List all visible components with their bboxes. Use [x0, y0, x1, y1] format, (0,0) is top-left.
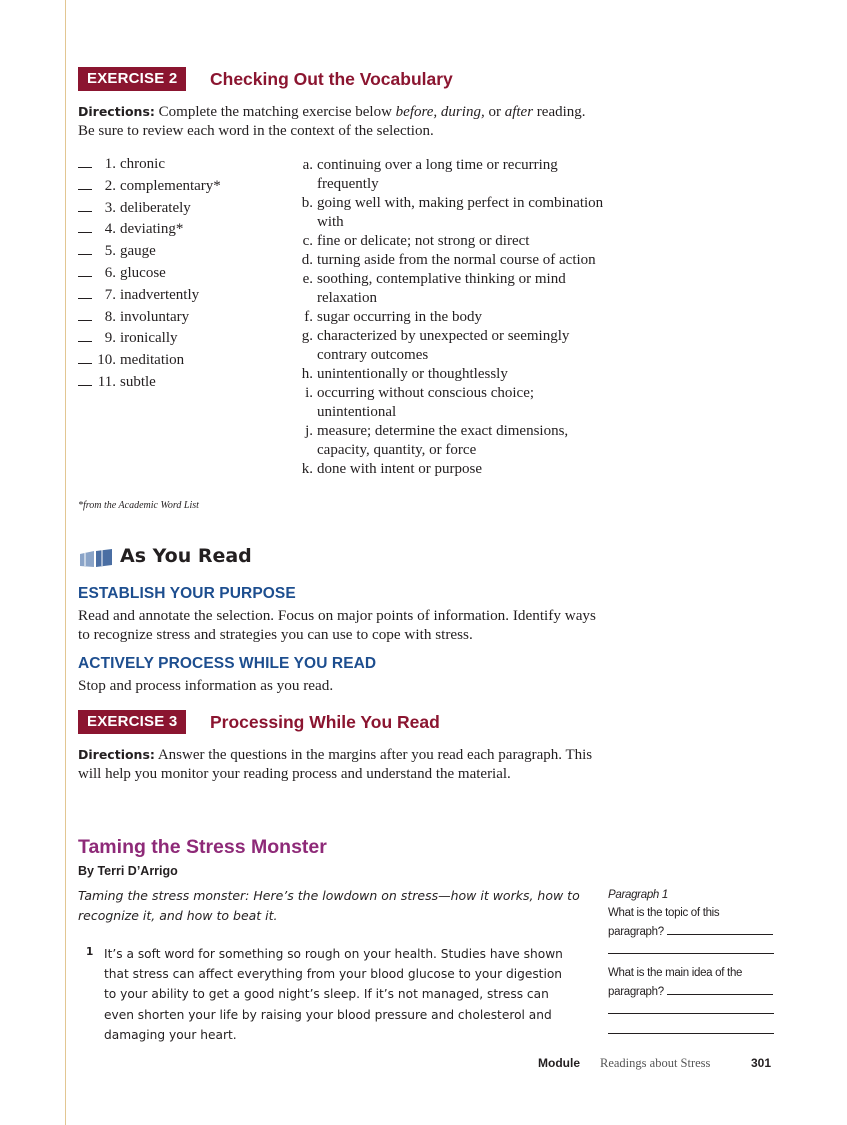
directions-italic: after — [504, 104, 534, 120]
definition-text: continuing over a long time or recurring frequently — [317, 157, 558, 192]
vocabulary-item — [78, 372, 278, 394]
main-idea-answer-line[interactable] — [667, 982, 773, 995]
main-idea-question-label: paragraph? — [608, 986, 664, 998]
article-byline: By Terri D’Arrigo — [78, 864, 178, 878]
directions-text: Answer the questions in the margins after you read each paragraph. This will help you monitor your reading process and understand the material. — [78, 747, 593, 782]
topic-question-line1: What is the topic of this — [608, 907, 720, 919]
definition-text: sugar occurring in the body — [317, 309, 482, 325]
exercise-2-directions — [78, 103, 598, 140]
vocabulary-item — [78, 241, 278, 263]
margin-questions — [608, 886, 774, 941]
definition-text: characterized by unexpected or seemingly contrary outcomes — [317, 328, 570, 363]
directions-text: or — [484, 104, 505, 120]
page-margin-rule — [65, 0, 66, 1125]
exercise-2-badge: EXERCISE 2 — [78, 67, 186, 91]
vocabulary-word: inadvertently — [120, 286, 200, 303]
definition-letter: j. — [305, 423, 313, 439]
exercise-2-title: Checking Out the Vocabulary — [210, 69, 453, 89]
definition-text: unintentionally or thoughtlessly — [317, 366, 508, 382]
item-number: 5. — [104, 243, 116, 260]
definition-item — [295, 422, 605, 460]
vocabulary-word: complementary* — [120, 177, 221, 194]
main-idea-answer-line-3[interactable] — [608, 1033, 774, 1034]
item-number: 8. — [104, 308, 116, 325]
directions-italic: before, during, — [395, 104, 485, 120]
item-number: 11. — [97, 373, 116, 390]
paragraph-number: 1 — [86, 946, 94, 958]
definition-letter: f. — [304, 309, 313, 325]
definition-item — [295, 384, 605, 422]
definition-letter: e. — [302, 271, 313, 287]
item-number: 6. — [104, 264, 116, 281]
vocabulary-item — [78, 285, 278, 307]
main-idea-question-line1: What is the main idea of the — [608, 967, 743, 979]
item-number: 9. — [104, 330, 116, 347]
definition-text: occurring without conscious choice; unintentional — [317, 385, 535, 420]
answer-blank[interactable] — [78, 328, 92, 342]
answer-blank[interactable] — [78, 307, 92, 321]
vocabulary-word: gauge — [120, 243, 156, 260]
vocabulary-word: glucose — [120, 264, 166, 281]
item-number: 10. — [97, 352, 116, 369]
definition-letter: c. — [302, 233, 313, 249]
definition-item — [295, 156, 605, 194]
answer-blank[interactable] — [78, 198, 92, 212]
vocabulary-word-list — [78, 154, 278, 394]
topic-answer-line-2[interactable] — [608, 953, 774, 954]
definition-item — [295, 270, 605, 308]
item-number: 7. — [104, 286, 116, 303]
definition-letter: h. — [301, 366, 313, 382]
establish-purpose-text: Read and annotate the selection. Focus on major points of information. Identify ways to recognize stress and strategies you can use to cope with stress. — [78, 607, 596, 643]
vocabulary-item — [78, 176, 278, 198]
definition-letter: i. — [305, 385, 313, 401]
definition-item — [295, 460, 605, 479]
answer-blank[interactable] — [78, 263, 92, 277]
definition-letter: k. — [301, 461, 313, 477]
academic-word-list-footnote: *from the Academic Word List — [78, 500, 199, 511]
vocabulary-word: deviating* — [120, 221, 184, 238]
definition-text: fine or delicate; not strong or direct — [317, 233, 530, 249]
vocabulary-word: meditation — [120, 352, 185, 369]
answer-blank[interactable] — [78, 176, 92, 190]
definition-text: going well with, making perfect in combination with — [317, 195, 604, 230]
definition-text: measure; determine the exact dimensions, capacity, quantity, or force — [317, 423, 569, 458]
vocabulary-item — [78, 307, 278, 329]
directions-text: Complete the matching exercise below — [154, 104, 396, 120]
definition-text: turning aside from the normal course of action — [317, 252, 596, 268]
page-number: 301 — [751, 1056, 772, 1070]
vocabulary-word: subtle — [120, 373, 156, 390]
establish-purpose-heading: ESTABLISH YOUR PURPOSE — [78, 585, 296, 602]
open-book-icon — [78, 548, 114, 568]
definition-letter: b. — [301, 195, 313, 211]
topic-answer-line[interactable] — [667, 922, 773, 935]
exercise-3-title: Processing While You Read — [210, 712, 440, 732]
item-number: 3. — [104, 199, 116, 216]
main-idea-question-line2 — [608, 982, 774, 1001]
definition-item — [295, 251, 605, 270]
definition-letter: a. — [302, 157, 313, 173]
vocabulary-item — [78, 198, 278, 220]
as-you-read-heading: As You Read — [120, 545, 252, 567]
footer-section: Readings about Stress — [600, 1056, 711, 1070]
vocabulary-item — [78, 154, 278, 176]
answer-blank[interactable] — [78, 285, 92, 299]
exercise-3-badge: EXERCISE 3 — [78, 710, 186, 734]
topic-question-label: paragraph? — [608, 926, 664, 938]
answer-blank[interactable] — [78, 350, 92, 364]
actively-process-text: Stop and process information as you read. — [78, 677, 334, 694]
directions-text: reading. Be sure to review each word in the context of the selection. — [78, 104, 586, 139]
main-idea-answer-line-2[interactable] — [608, 1013, 774, 1014]
definition-list — [295, 156, 605, 479]
definition-text: soothing, contemplative thinking or mind relaxation — [317, 271, 566, 306]
directions-label: Directions: — [78, 104, 155, 119]
definition-item — [295, 232, 605, 251]
answer-blank[interactable] — [78, 219, 92, 233]
vocabulary-item — [78, 219, 278, 241]
definition-item — [295, 327, 605, 365]
definition-item — [295, 308, 605, 327]
definition-letter: g. — [301, 328, 313, 344]
vocabulary-word: involuntary — [120, 308, 190, 325]
vocabulary-item — [78, 263, 278, 285]
definition-item — [295, 365, 605, 384]
vocabulary-word: deliberately — [120, 199, 191, 216]
answer-blank[interactable] — [78, 154, 92, 168]
item-number: 4. — [104, 221, 116, 238]
vocabulary-word: chronic — [120, 156, 165, 172]
article-lede: Taming the stress monster: Here’s the lowdown on stress—how it works, how to recognize it, and how to beat it. — [78, 888, 580, 923]
main-idea-question — [608, 964, 774, 1001]
item-number: 1. — [104, 156, 116, 172]
definition-text: done with intent or purpose — [317, 461, 482, 477]
definition-item — [295, 194, 605, 232]
vocabulary-item — [78, 328, 278, 350]
article-title: Taming the Stress Monster — [78, 836, 327, 858]
vocabulary-item — [78, 350, 278, 372]
directions-label: Directions: — [78, 747, 155, 762]
answer-blank[interactable] — [78, 241, 92, 255]
topic-question-line2 — [608, 922, 774, 941]
paragraph-1-text: It’s a soft word for something so rough on your health. Studies have shown that stress can affect everything from your blood glucose to your digestion to your ability to get a good night’s sleep. If it’s not managed, stress can even shorten your life by raising your blood pressure and cholesterol and damaging your heart. — [104, 947, 563, 1042]
item-number: 2. — [104, 177, 116, 194]
answer-blank[interactable] — [78, 372, 92, 386]
actively-process-heading: ACTIVELY PROCESS WHILE YOU READ — [78, 655, 377, 672]
paragraph-1-label: Paragraph 1 — [608, 889, 668, 901]
footer-module: Module — [538, 1056, 580, 1070]
exercise-3-directions — [78, 746, 598, 783]
definition-letter: d. — [301, 252, 313, 268]
vocabulary-word: ironically — [120, 330, 178, 347]
